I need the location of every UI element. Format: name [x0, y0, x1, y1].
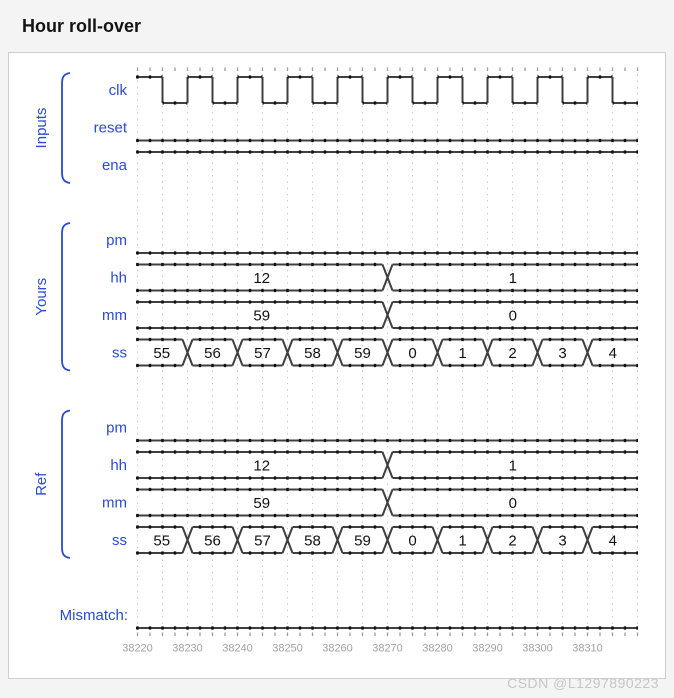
timing-diagram: [9, 53, 665, 678]
group-label: Ref: [33, 472, 50, 496]
bus-value: 56: [204, 532, 221, 550]
group-ref: [33, 411, 638, 559]
time-tick-label: 38290: [472, 642, 503, 655]
bus-value: 58: [304, 345, 321, 362]
bus-value: 12: [253, 270, 271, 287]
signal-label: mm: [102, 494, 127, 512]
bus-value: 59: [253, 307, 271, 325]
bus-value: 55: [153, 532, 171, 550]
signal-label: ss: [112, 532, 127, 549]
signal-row-hh: [110, 452, 638, 478]
signal-row-clk: [109, 77, 638, 103]
page-title: Hour roll-over: [22, 16, 142, 36]
signal-label: pm: [106, 232, 127, 249]
signal-label: mm: [102, 307, 127, 324]
signal-label: Mismatch:: [59, 607, 128, 624]
bus-value: 55: [153, 345, 171, 362]
bus-value: 12: [253, 457, 271, 475]
time-tick-label: 38270: [372, 642, 403, 655]
time-tick-label: 38250: [272, 642, 303, 655]
bus-value: 4: [608, 532, 617, 550]
bus-value: 57: [254, 345, 271, 362]
mismatch-row: [60, 607, 638, 628]
signal-label: pm: [106, 419, 127, 437]
signal-label: ena: [101, 157, 127, 174]
watermark: CSDN @L1297890223: [507, 675, 659, 691]
bus-value: 3: [558, 345, 567, 362]
group-bracket: [62, 73, 70, 183]
bus-value: 0: [408, 532, 417, 550]
bus-value: 59: [253, 495, 271, 512]
bus-value: 4: [608, 345, 617, 362]
waveform-panel: [8, 52, 666, 679]
group-inputs: [33, 73, 638, 183]
bus-value: 1: [458, 345, 467, 362]
bus-value: 0: [508, 495, 517, 512]
signal-label: hh: [110, 269, 127, 287]
bus-value: 2: [508, 532, 517, 550]
bus-value: 3: [558, 532, 567, 550]
bus-value: 57: [254, 532, 271, 550]
time-tick-label: 38310: [572, 642, 603, 655]
time-tick-label: 38280: [422, 642, 453, 655]
bus-value: 59: [354, 345, 371, 362]
bus-value: 0: [408, 345, 417, 362]
bus-value: 58: [304, 532, 321, 550]
signal-row-pm: [106, 420, 638, 441]
time-tick-label: 38220: [122, 642, 153, 655]
signal-label: hh: [110, 457, 127, 474]
signal-row-pm: [106, 232, 638, 253]
time-tick-label: 38300: [522, 642, 553, 655]
signal-row-mm: [102, 302, 638, 328]
signal-label: reset: [93, 119, 127, 137]
bus-value: 56: [204, 345, 221, 362]
bus-value: 59: [354, 532, 371, 550]
time-tick-label: 38240: [222, 642, 253, 655]
bus-value: 1: [508, 457, 517, 475]
time-axis: [122, 643, 603, 655]
time-tick-label: 38260: [322, 642, 353, 655]
signal-label: clk: [108, 82, 127, 99]
time-tick-label: 38230: [172, 642, 203, 655]
group-label: Inputs: [33, 107, 50, 149]
signal-row-ss: [112, 340, 638, 366]
bus-value: 1: [508, 270, 517, 287]
signal-row-ss: [112, 527, 638, 553]
signal-row-mm: [102, 490, 638, 516]
group-label: Yours: [33, 277, 50, 316]
bus-value: 1: [458, 532, 467, 550]
bus-value: 0: [508, 307, 517, 325]
group-bracket: [62, 223, 70, 371]
group-yours: [33, 223, 638, 371]
signal-row-ena: [102, 152, 638, 174]
signal-label: ss: [112, 344, 127, 362]
bus-value: 2: [508, 345, 517, 362]
group-bracket: [62, 411, 70, 559]
signal-row-hh: [110, 265, 638, 291]
signal-row-reset: [94, 120, 638, 141]
